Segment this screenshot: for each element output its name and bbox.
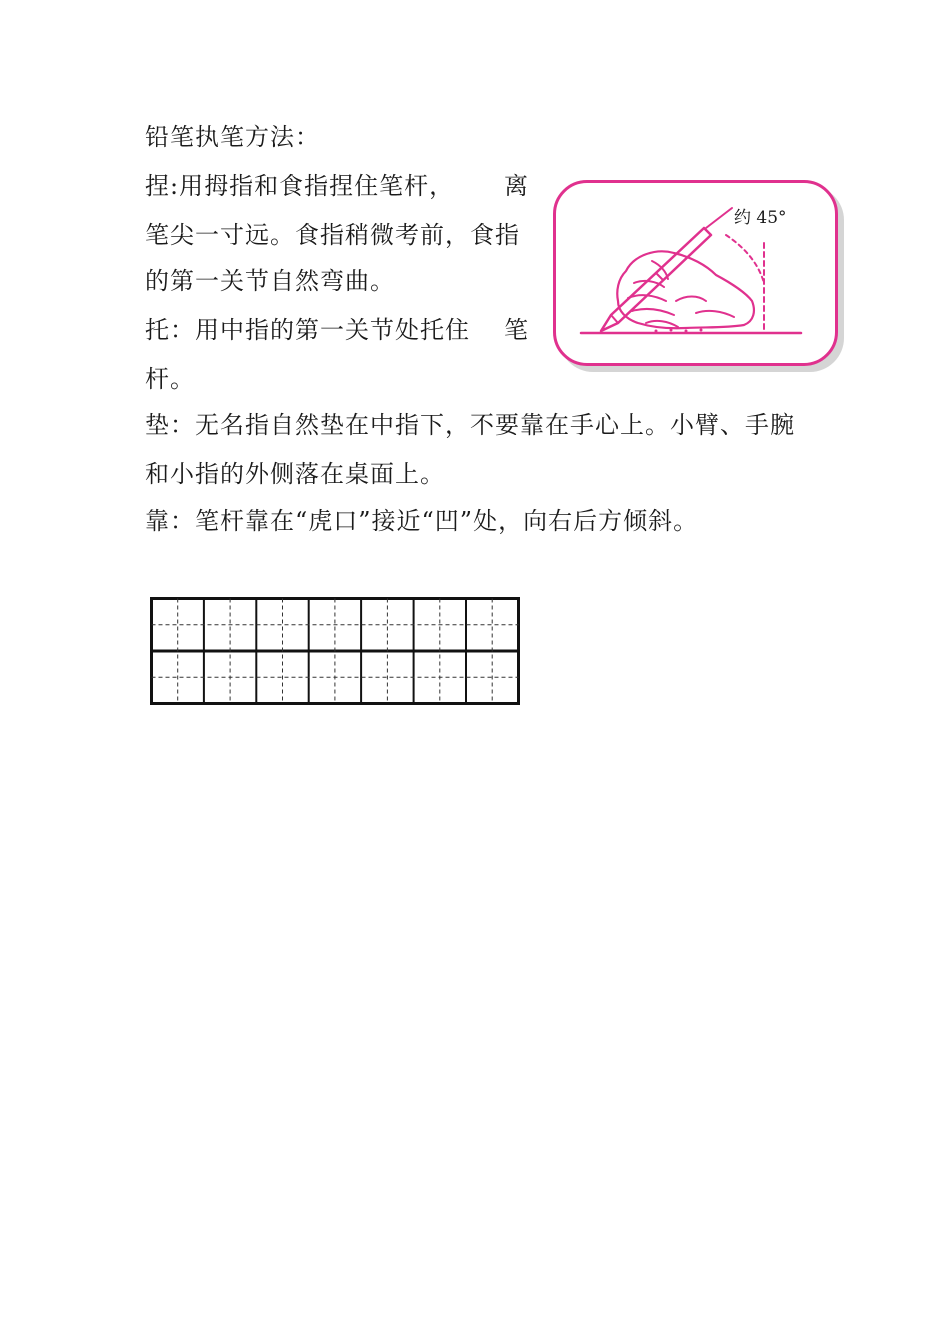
angle-label: 约 45° bbox=[734, 208, 787, 228]
hand-pencil-illustration bbox=[556, 183, 836, 363]
text-line-6: 垫：无名指自然垫在中指下，不要靠在手心上。小臂、手腕 bbox=[145, 411, 795, 439]
text-line-4: 托：用中指的第一关节处托住 bbox=[145, 316, 470, 344]
text-line-5: 杆。 bbox=[145, 365, 195, 393]
pencil-grip-figure bbox=[553, 180, 838, 366]
text-line-3: 的第一关节自然弯曲。 bbox=[145, 267, 395, 295]
character-practice-grid bbox=[150, 597, 520, 705]
text-line-4-end: 笔 bbox=[504, 316, 529, 344]
document-title: 铅笔执笔方法： bbox=[145, 123, 320, 151]
text-line-1: 捏:用拇指和食指捏住笔杆， bbox=[145, 172, 455, 200]
text-line-1-end: 离 bbox=[504, 172, 529, 200]
text-line-8: 靠：笔杆靠在“虎口”接近“凹”处，向右后方倾斜。 bbox=[145, 507, 699, 535]
text-line-7: 和小指的外侧落在桌面上。 bbox=[145, 460, 445, 488]
text-line-2: 笔尖一寸远。食指稍微考前，食指 bbox=[145, 221, 520, 249]
